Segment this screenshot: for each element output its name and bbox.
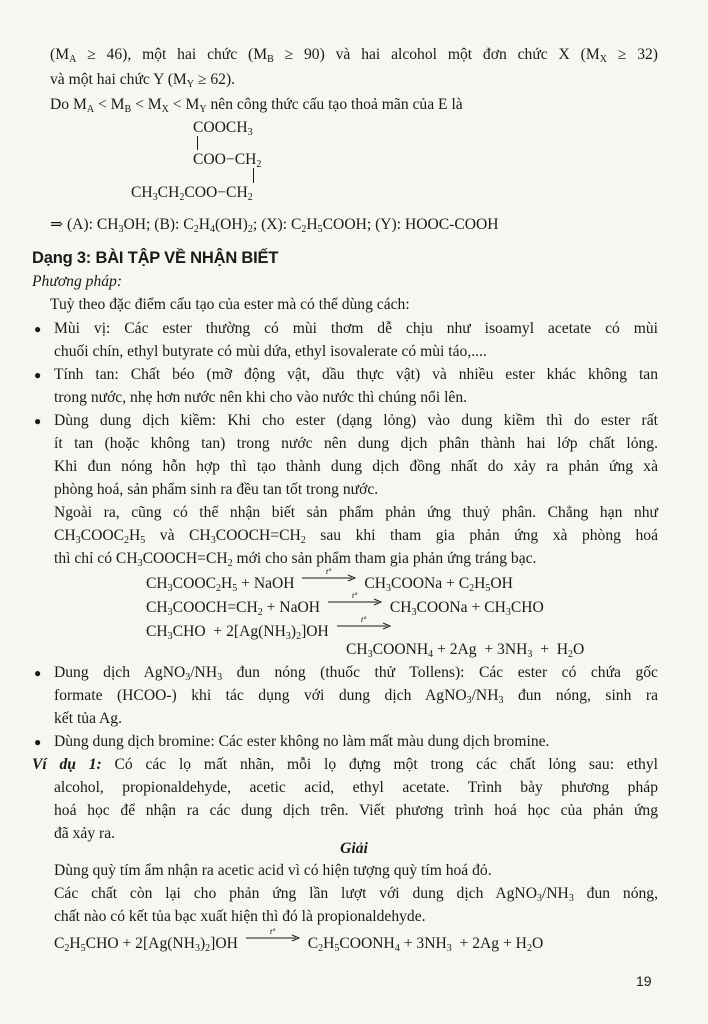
bullet-base-3: Khi đun nóng hỗn hợp thì tạo thành dung dịch đồng nhất do xảy ra phản ứng xà bbox=[54, 458, 658, 475]
answer-line: ⇒ (A): $CH_3OH$; (B): $C_2H_4(OH)_2$; (X): $C_2H_5COOH$; (Y): HOOC-COOH bbox=[50, 216, 499, 235]
reaction-arrow bbox=[302, 568, 356, 586]
bullet-base-7: thì chỉ có $CH_3COOCH=CH_2$ mới cho sản phẩm tham gia phản ứng tráng bạc. bbox=[54, 550, 537, 569]
bullet-base-4: phòng hoá, sản phẩm sinh ra đều tan tốt trong nước. bbox=[54, 481, 379, 498]
reaction-arrow bbox=[337, 616, 391, 634]
heat-label: t° bbox=[351, 592, 358, 600]
equation-1-right: $CH_3COONa + C_2H_5OH$ bbox=[364, 575, 513, 594]
bullet-tollens-2: formate (HCOO-) khi tác dụng với dung dịch $AgNO_3/NH_3$ đun nóng, sinh ra bbox=[54, 687, 658, 706]
solution-label: Giải bbox=[340, 840, 368, 857]
bullet-base-5: Ngoài ra, cũng có thể nhận biết sản phẩm phản ứng thuỷ phân. Chẳng hạn như bbox=[54, 504, 658, 521]
bullet-solubility-1: Tính tan: Chất béo (mỡ động vật, dầu thực vật) và nhiều ester khác không tan bbox=[54, 366, 658, 383]
intro-line-1: $(M_A \ge 46)$, một hai chức $(M_B \ge 90)$ và hai alcohol một đơn chức X $(M_X \ge 32)$ bbox=[50, 46, 658, 65]
equation-1 bbox=[146, 568, 513, 594]
example-label: Ví dụ 1: bbox=[32, 756, 102, 773]
bullet-base-1: Dùng dung dịch kiềm: Khi cho ester (dạng lỏng) vào dung kiềm thì do ester rất bbox=[54, 412, 658, 429]
method-intro: Tuỳ theo đặc điểm cấu tạo của ester mà có thể dùng cách: bbox=[50, 296, 410, 313]
solution-line-2: Các chất còn lại cho phản ứng lần lượt với dung dịch $AgNO_3/NH_3$ đun nóng, bbox=[54, 885, 658, 904]
reaction-arrow bbox=[246, 928, 300, 946]
bullet-base-6: $CH_3COOC_2H_5$ và $CH_3COOCH=CH_2$ sau khi tham gia phản ứng xà phòng hoá bbox=[54, 527, 658, 546]
heat-label: t° bbox=[269, 928, 276, 936]
bullet-dot-base: ● bbox=[34, 414, 42, 428]
equation-2-left: $CH_3COOCH=CH_2$ + NaOH bbox=[146, 599, 321, 618]
bullet-tollens-1: Dung dịch $AgNO_3/NH_3$ đun nóng (thuốc thử Tollens): Các ester có chứa gốc bbox=[54, 664, 658, 683]
equation-2 bbox=[146, 592, 544, 618]
formula-bond-1 bbox=[197, 136, 198, 150]
final-equation bbox=[54, 928, 544, 954]
formula-bond-2 bbox=[253, 168, 254, 183]
equation-3 bbox=[146, 616, 395, 642]
bullet-solubility-2: trong nước, nhẹ hơn nước nên khi cho vào nước thì chúng nổi lên. bbox=[54, 389, 468, 406]
bullet-base-2: ít tan (hoặc không tan) trong nước nên dung dịch phân thành hai lớp chất lỏng. bbox=[54, 435, 658, 452]
formula-row-2: $COO-CH_2$ bbox=[193, 151, 262, 170]
equation-2-right: $CH_3COONa + CH_3CHO$ bbox=[389, 599, 544, 618]
intro-line-2: và một hai chức Y $(M_Y \ge 62)$. bbox=[50, 71, 236, 90]
reaction-arrow bbox=[328, 592, 382, 610]
method-label: Phương pháp: bbox=[32, 273, 123, 290]
heat-label: t° bbox=[326, 568, 332, 576]
example-line-2: alcohol, propionaldehyde, acetic acid, ethyl acetate. Trình bày phương pháp bbox=[54, 779, 658, 796]
section-heading: Dạng 3: BÀI TẬP VỀ NHẬN BIẾT bbox=[32, 249, 279, 267]
bullet-smell-1: Mùi vị: Các ester thường có mùi thơm dễ chịu như isoamyl acetate có mùi bbox=[54, 320, 658, 337]
bullet-bromine: Dùng dung dịch bromine: Các ester không no làm mất màu dung dịch bromine. bbox=[54, 733, 550, 750]
heat-label: t° bbox=[360, 616, 367, 624]
example-text-1: Có các lọ mất nhãn, mỗi lọ đựng một trong các chất lỏng sau: ethyl bbox=[114, 756, 658, 773]
bullet-dot-bromine: ● bbox=[34, 735, 42, 749]
page-number: 19 bbox=[636, 973, 652, 989]
solution-line-1: Dùng quỳ tím ẩm nhận ra acetic acid vì có hiện tượng quỳ tím hoá đỏ. bbox=[54, 862, 492, 879]
example-line-1 bbox=[32, 756, 658, 774]
equation-3-left: $CH_3CHO + 2[Ag(NH_3)_2]OH$ bbox=[146, 623, 329, 642]
bullet-dot-solubility: ● bbox=[34, 368, 42, 382]
final-equation-left: $C_2H_5CHO + 2[Ag(NH_3)_2]OH$ bbox=[54, 935, 238, 954]
bullet-smell-2: chuối chín, ethyl butyrate có mùi dứa, ethyl isovalerate có mùi táo,.... bbox=[54, 343, 487, 360]
solution-line-3: chất nào có kết tủa bạc xuất hiện thì đó là propionaldehyde. bbox=[54, 908, 426, 925]
equation-3-right: $CH_3COONH_4 + 2Ag + 3NH_3 + H_2O$ bbox=[346, 641, 585, 660]
bullet-tollens-3: kết tủa Ag. bbox=[54, 710, 122, 727]
equation-1-left: $CH_3COOC_2H_5$ + NaOH bbox=[146, 575, 295, 594]
example-line-4: đã xảy ra. bbox=[54, 825, 116, 842]
final-equation-right: $C_2H_5COONH_4 + 3NH_3 + 2Ag + H_2O$ bbox=[307, 935, 544, 954]
example-line-3: hoá học để nhận ra các dung dịch trên. Viết phương trình hoá học của phản ứng bbox=[54, 802, 658, 819]
bullet-dot-smell: ● bbox=[34, 322, 42, 336]
formula-row-1: $COOCH_3$ bbox=[193, 119, 253, 138]
intro-line-3: Do $M_A < M_B < M_X < M_Y$ nên công thức cấu tạo thoả mãn của E là bbox=[50, 96, 463, 115]
formula-row-3: $CH_3CH_2COO-CH_2$ bbox=[131, 184, 253, 203]
bullet-dot-tollens: ● bbox=[34, 666, 42, 680]
